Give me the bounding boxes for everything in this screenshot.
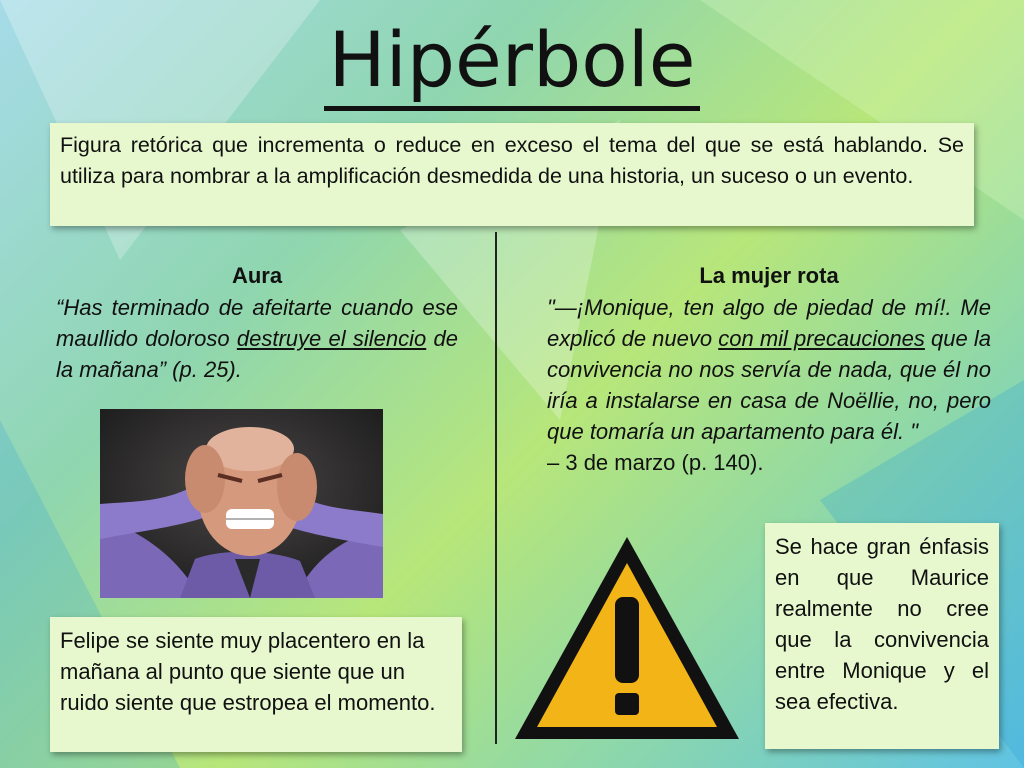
warning-icon [511,533,743,743]
right-quote-part1: "—¡Monique, ten algo de piedad de mí!. Me explicó de nuevo [547,295,991,351]
left-heading: Aura [231,263,283,288]
left-quote [56,292,458,385]
slide-title-wrapper [0,14,1024,111]
right-quote-underlined: con mil precauciones [718,326,925,351]
slide-title: Hipérbole [324,14,699,111]
right-quote-part2: que la convivencia no nos servía de nada, que él no iría a instalarse en casa de Noëllie, no, pero que tomaría un apartamento para él. " [547,326,991,444]
right-quote [547,292,991,478]
left-quote-part1: “Has terminado de afeitarte cuando ese maullido doloroso [56,295,458,351]
screaming-man-photo [100,409,383,598]
left-quote-underlined: destruye el silencio [236,326,427,351]
left-quote-part2: de la mañana” (p. 25). [56,326,458,382]
right-note-box: Se hace gran énfasis en que Maurice realmente no cree que la convivencia entre Monique y el sea efectiva. [765,523,999,749]
right-quote-source: – 3 de marzo (p. 140). [547,450,764,475]
definition-box: Figura retórica que incrementa o reduce en exceso el tema del que se está hablando. Se utiliza para nombrar a la amplificación desmedida de una historia, un suceso o un evento. [50,123,974,226]
right-heading: La mujer rota [699,263,839,288]
column-divider [495,232,497,744]
left-note-box: Felipe se siente muy placentero en la mañana al punto que siente que un ruido siente que estropea el momento. [50,617,462,752]
